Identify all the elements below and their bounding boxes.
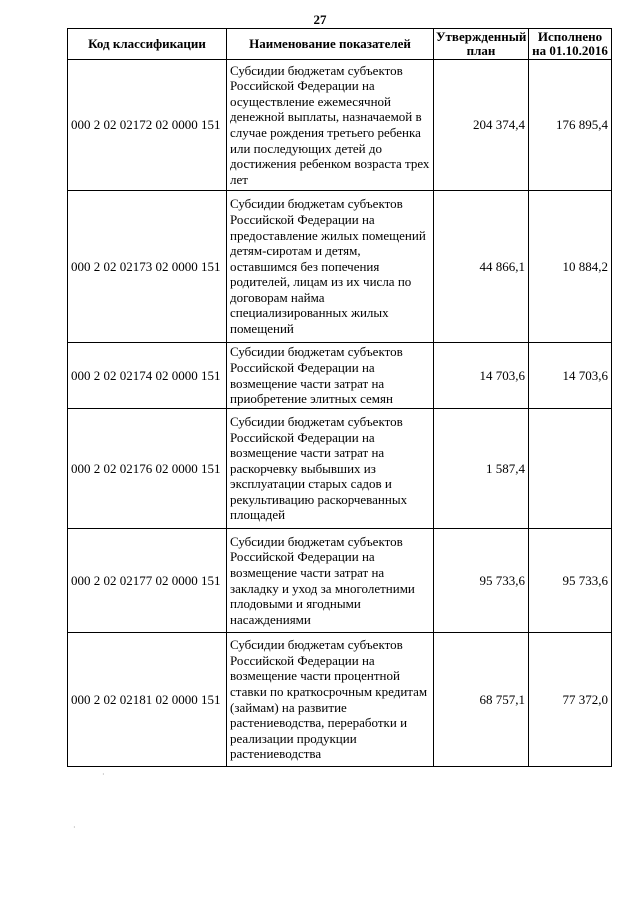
row-executed <box>529 409 612 529</box>
row-executed: 10 884,2 <box>529 191 612 343</box>
row-name: Субсидии бюджетам субъектов Российской Федерации на предоставление жилых помещений детям-сиротам и детям, оставшимся без попечения родителей, лицам из их числа по договорам найма специализированных жилых помещений <box>227 191 434 343</box>
header-plan: Утвержденный план <box>434 29 529 60</box>
table-row <box>68 343 612 409</box>
row-name: Субсидии бюджетам субъектов Российской Федерации на возмещение части затрат на раскорчевку выбывших из эксплуатации старых садов и рекультивацию раскорчеванных площадей <box>227 409 434 529</box>
budget-table <box>67 28 612 767</box>
row-code: 000 2 02 02176 02 0000 151 <box>68 409 227 529</box>
scan-speck: · <box>73 823 76 832</box>
row-code: 000 2 02 02173 02 0000 151 <box>68 191 227 343</box>
table-row <box>68 529 612 633</box>
header-code: Код классификации <box>68 29 227 60</box>
row-executed: 95 733,6 <box>529 529 612 633</box>
row-code: 000 2 02 02181 02 0000 151 <box>68 633 227 767</box>
row-name: Субсидии бюджетам субъектов Российской Федерации на возмещение части процентной ставки по краткосрочным кредитам (займам) на развитие растениеводства, переработки и реализации продукции растениеводства <box>227 633 434 767</box>
header-name: Наименование показателей <box>227 29 434 60</box>
table-row <box>68 60 612 191</box>
table-row <box>68 633 612 767</box>
row-executed: 14 703,6 <box>529 343 612 409</box>
row-name: Субсидии бюджетам субъектов Российской Федерации на возмещение части затрат на приобретение элитных семян <box>227 343 434 409</box>
row-code: 000 2 02 02172 02 0000 151 <box>68 60 227 191</box>
page-number: 27 <box>313 12 327 27</box>
row-executed: 176 895,4 <box>529 60 612 191</box>
row-executed: 77 372,0 <box>529 633 612 767</box>
row-code: 000 2 02 02177 02 0000 151 <box>68 529 227 633</box>
table-row <box>68 409 612 529</box>
row-name: Субсидии бюджетам субъектов Российской Федерации на возмещение части затрат на закладку и уход за многолетними плодовыми и ягодными насаждениями <box>227 529 434 633</box>
row-code: 000 2 02 02174 02 0000 151 <box>68 343 227 409</box>
row-plan: 204 374,4 <box>434 60 529 191</box>
row-name: Субсидии бюджетам субъектов Российской Федерации на осуществление ежемесячной денежной выплаты, назначаемой в случае рождения третьего ребенка или последующих детей до достижения ребенком возраста трех лет <box>227 60 434 191</box>
header-executed: Исполнено на 01.10.2016 <box>529 29 612 60</box>
row-plan: 44 866,1 <box>434 191 529 343</box>
scan-speck: · <box>102 770 105 779</box>
table-row <box>68 191 612 343</box>
row-plan: 95 733,6 <box>434 529 529 633</box>
table-header-row <box>68 29 612 60</box>
row-plan: 68 757,1 <box>434 633 529 767</box>
row-plan: 14 703,6 <box>434 343 529 409</box>
row-plan: 1 587,4 <box>434 409 529 529</box>
